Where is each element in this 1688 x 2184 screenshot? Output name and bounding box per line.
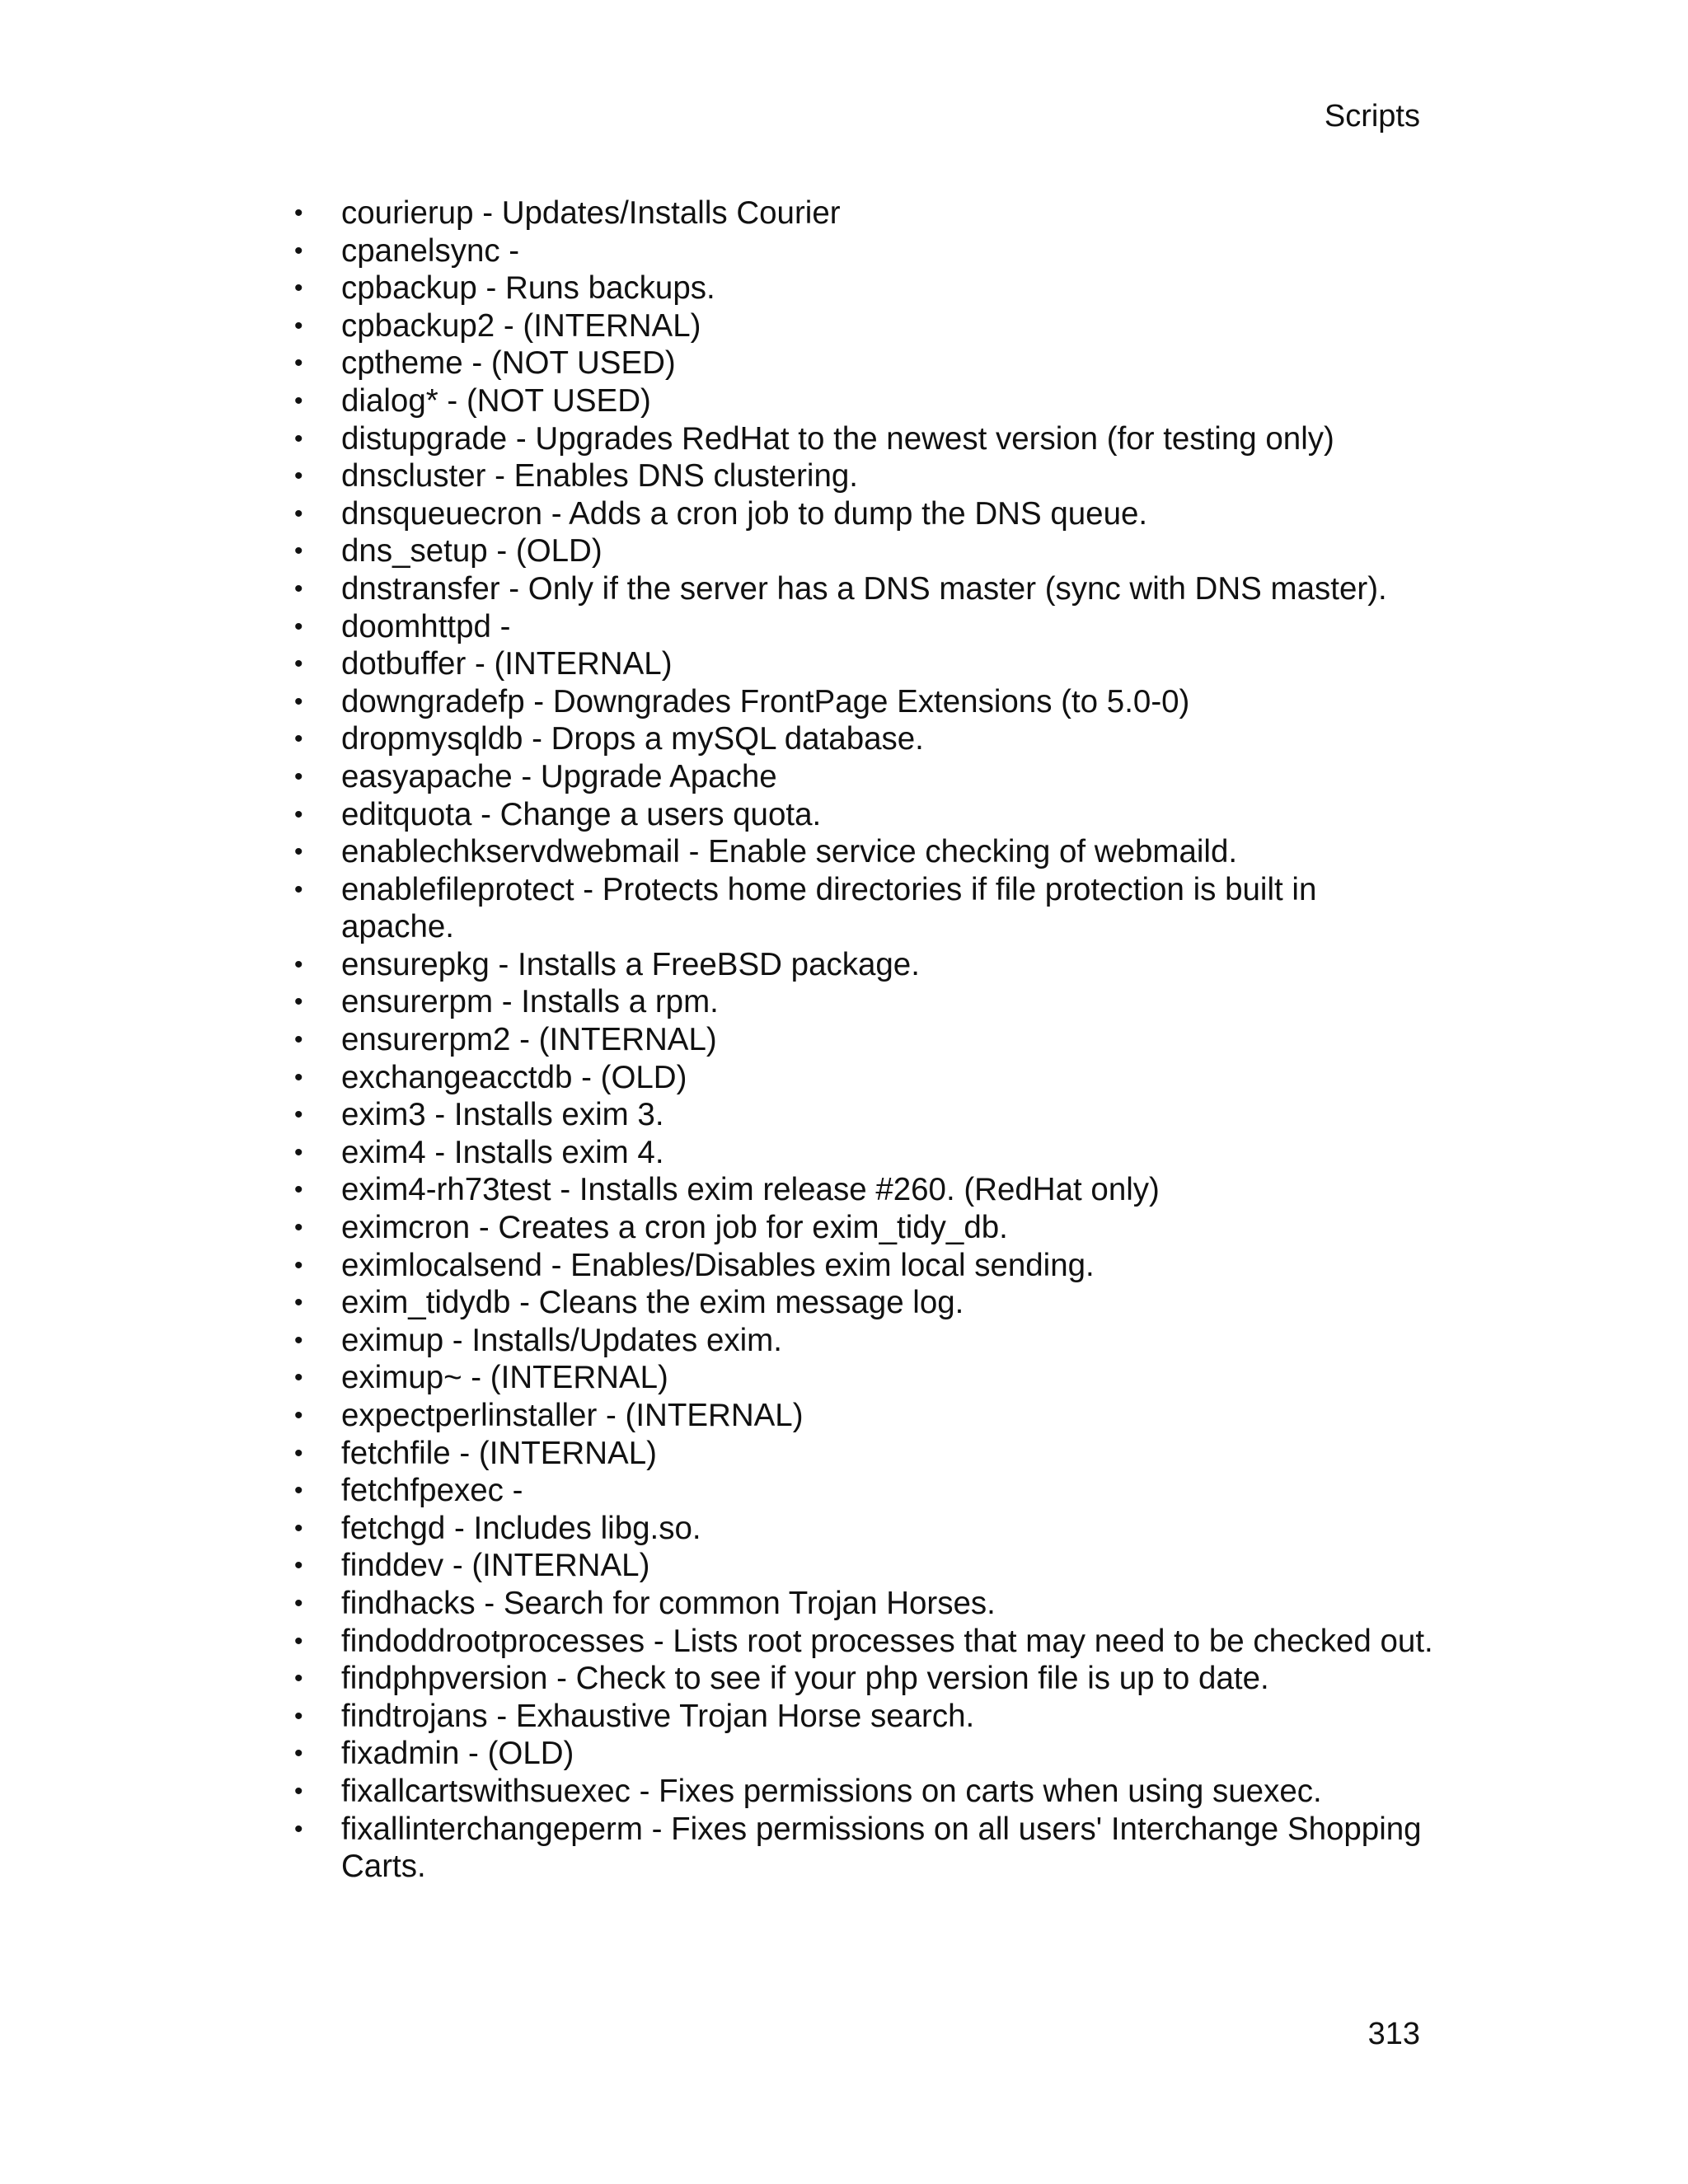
list-item xyxy=(294,1171,1437,1209)
list-item xyxy=(294,1773,1437,1811)
list-item xyxy=(294,1735,1437,1773)
list-item-text: dnsqueuecron - Adds a cron job to dump the DNS queue. xyxy=(341,495,1148,532)
list-item xyxy=(294,1698,1437,1736)
list-item xyxy=(294,1547,1437,1585)
bullet-icon: • xyxy=(294,1552,303,1580)
list-item xyxy=(294,1435,1437,1473)
bullet-icon: • xyxy=(294,424,303,452)
list-item xyxy=(294,683,1437,721)
list-item-text: exim_tidydb - Cleans the exim message log. xyxy=(341,1285,964,1321)
list-item xyxy=(294,532,1437,570)
list-item-text: cpbackup - Runs backups. xyxy=(341,270,715,307)
list-item-text: ensurerpm - Installs a rpm. xyxy=(341,984,719,1020)
list-item-text: exchangeacctdb - (OLD) xyxy=(341,1059,687,1095)
list-item-text: cpbackup2 - (INTERNAL) xyxy=(341,307,701,344)
bullet-icon: • xyxy=(294,1364,303,1392)
bullet-icon: • xyxy=(294,838,303,866)
list-item xyxy=(294,194,1437,232)
list-item xyxy=(294,1510,1437,1548)
list-item-text: fetchfpexec - xyxy=(341,1473,523,1509)
list-item-text: dropmysqldb - Drops a mySQL database. xyxy=(341,721,924,757)
list-item xyxy=(294,946,1437,984)
list-item xyxy=(294,1284,1437,1322)
list-item xyxy=(294,758,1437,796)
list-item xyxy=(294,382,1437,420)
list-item xyxy=(294,269,1437,307)
list-item xyxy=(294,457,1437,495)
list-item xyxy=(294,1021,1437,1059)
list-item-text: findoddrootprocesses - Lists root processes that may need to be checked out. xyxy=(341,1623,1433,1659)
list-item-text: enablefileprotect - Protects home directories if file protection is built in apache. xyxy=(341,871,1317,945)
list-item-text: findhacks - Search for common Trojan Horses. xyxy=(341,1585,996,1621)
bullet-icon: • xyxy=(294,1702,303,1730)
list-item xyxy=(294,1359,1437,1397)
bullet-icon: • xyxy=(294,1326,303,1354)
list-item xyxy=(294,1811,1437,1886)
list-item-text: dotbuffer - (INTERNAL) xyxy=(341,646,673,682)
list-item-text: ensurepkg - Installs a FreeBSD package. xyxy=(341,946,920,982)
bullet-icon: • xyxy=(294,1477,303,1505)
bullet-icon: • xyxy=(294,1214,303,1242)
bullet-icon: • xyxy=(294,1777,303,1805)
bullet-icon: • xyxy=(294,1063,303,1091)
list-item-text: exim4 - Installs exim 4. xyxy=(341,1134,664,1170)
bullet-icon: • xyxy=(294,1589,303,1617)
list-item xyxy=(294,1660,1437,1698)
list-item-text: dnstransfer - Only if the server has a DNS master (sync with DNS master). xyxy=(341,570,1387,607)
list-item-text: ensurerpm2 - (INTERNAL) xyxy=(341,1022,717,1058)
list-item xyxy=(294,307,1437,345)
list-item xyxy=(294,1472,1437,1510)
bullet-icon: • xyxy=(294,462,303,490)
list-item xyxy=(294,1134,1437,1172)
list-item-text: finddev - (INTERNAL) xyxy=(341,1548,650,1584)
list-item-text: distupgrade - Upgrades RedHat to the newest version (for testing only) xyxy=(341,420,1334,457)
bullet-icon: • xyxy=(294,199,303,227)
bullet-icon: • xyxy=(294,800,303,828)
bullet-icon: • xyxy=(294,1026,303,1054)
list-item xyxy=(294,1623,1437,1661)
list-item-text: easyapache - Upgrade Apache xyxy=(341,758,777,794)
bullet-icon: • xyxy=(294,650,303,678)
bullet-icon: • xyxy=(294,988,303,1016)
list-item-text: eximup - Installs/Updates exim. xyxy=(341,1322,782,1358)
list-item-text: fixadmin - (OLD) xyxy=(341,1736,574,1772)
list-item-text: downgradefp - Downgrades FrontPage Extensions (to 5.0-0) xyxy=(341,683,1190,719)
bullet-icon: • xyxy=(294,1740,303,1768)
bullet-icon: • xyxy=(294,762,303,790)
bullet-icon: • xyxy=(294,1627,303,1655)
bullet-icon: • xyxy=(294,1815,303,1843)
list-item xyxy=(294,495,1437,533)
bullet-icon: • xyxy=(294,537,303,565)
list-item xyxy=(294,1247,1437,1285)
list-item-text: editquota - Change a users quota. xyxy=(341,796,822,832)
bullet-icon: • xyxy=(294,1514,303,1542)
list-item xyxy=(294,420,1437,458)
bullet-icon: • xyxy=(294,1402,303,1429)
list-item xyxy=(294,570,1437,608)
list-item xyxy=(294,833,1437,871)
list-item xyxy=(294,796,1437,834)
list-item-text: fetchgd - Includes libg.so. xyxy=(341,1510,701,1546)
bullet-icon: • xyxy=(294,612,303,640)
bullet-icon: • xyxy=(294,274,303,302)
bullet-icon: • xyxy=(294,499,303,527)
list-item-text: dialog* - (NOT USED) xyxy=(341,382,651,419)
list-item-text: exim4-rh73test - Installs exim release #260. (RedHat only) xyxy=(341,1172,1160,1208)
list-item xyxy=(294,1397,1437,1435)
list-item xyxy=(294,1209,1437,1247)
bullet-icon: • xyxy=(294,1439,303,1467)
list-item-text: doomhttpd - xyxy=(341,608,511,644)
list-item-text: expectperlinstaller - (INTERNAL) xyxy=(341,1398,804,1433)
list-item-text: fixallcartswithsuexec - Fixes permissions on carts when using suexec. xyxy=(341,1773,1322,1809)
bullet-icon: • xyxy=(294,1176,303,1204)
bullet-icon: • xyxy=(294,687,303,715)
bullet-icon: • xyxy=(294,349,303,377)
list-item-text: dns_setup - (OLD) xyxy=(341,533,603,569)
bullet-icon: • xyxy=(294,574,303,602)
list-item xyxy=(294,983,1437,1021)
list-item-text: findtrojans - Exhaustive Trojan Horse search. xyxy=(341,1698,975,1734)
list-item xyxy=(294,871,1437,946)
list-item-text: courierup - Updates/Installs Courier xyxy=(341,195,841,231)
bullet-icon: • xyxy=(294,312,303,340)
page-number: 313 xyxy=(1367,2017,1420,2051)
list-item-text: fixallinterchangeperm - Fixes permissions on all users' Interchange Shopping Carts. xyxy=(341,1811,1422,1885)
list-item xyxy=(294,232,1437,270)
page-header: Scripts xyxy=(1324,99,1420,134)
list-item-text: cpanelsync - xyxy=(341,232,520,269)
bullet-icon: • xyxy=(294,387,303,415)
list-item-text: dnscluster - Enables DNS clustering. xyxy=(341,458,858,494)
list-item-text: cptheme - (NOT USED) xyxy=(341,345,676,382)
list-item xyxy=(294,1585,1437,1623)
script-list xyxy=(294,194,1437,1886)
list-item xyxy=(294,1096,1437,1134)
bullet-icon: • xyxy=(294,237,303,265)
bullet-icon: • xyxy=(294,1289,303,1317)
list-item-text: findphpversion - Check to see if your php version file is up to date. xyxy=(341,1661,1269,1697)
list-item-text: enablechkservdwebmail - Enable service checking of webmaild. xyxy=(341,834,1238,870)
list-item-text: fetchfile - (INTERNAL) xyxy=(341,1435,657,1471)
list-item-text: eximup~ - (INTERNAL) xyxy=(341,1360,668,1396)
bullet-icon: • xyxy=(294,875,303,903)
list-item xyxy=(294,720,1437,758)
bullet-icon: • xyxy=(294,1101,303,1129)
list-item xyxy=(294,608,1437,646)
list-item xyxy=(294,1059,1437,1097)
bullet-icon: • xyxy=(294,725,303,753)
list-item xyxy=(294,344,1437,382)
bullet-icon: • xyxy=(294,1251,303,1279)
list-item xyxy=(294,1322,1437,1360)
list-item xyxy=(294,645,1437,683)
bullet-icon: • xyxy=(294,1138,303,1166)
bullet-icon: • xyxy=(294,950,303,978)
bullet-icon: • xyxy=(294,1665,303,1693)
list-item-text: eximcron - Creates a cron job for exim_tidy_db. xyxy=(341,1210,1008,1246)
list-item-text: exim3 - Installs exim 3. xyxy=(341,1097,664,1133)
list-item-text: eximlocalsend - Enables/Disables exim local sending. xyxy=(341,1247,1095,1283)
